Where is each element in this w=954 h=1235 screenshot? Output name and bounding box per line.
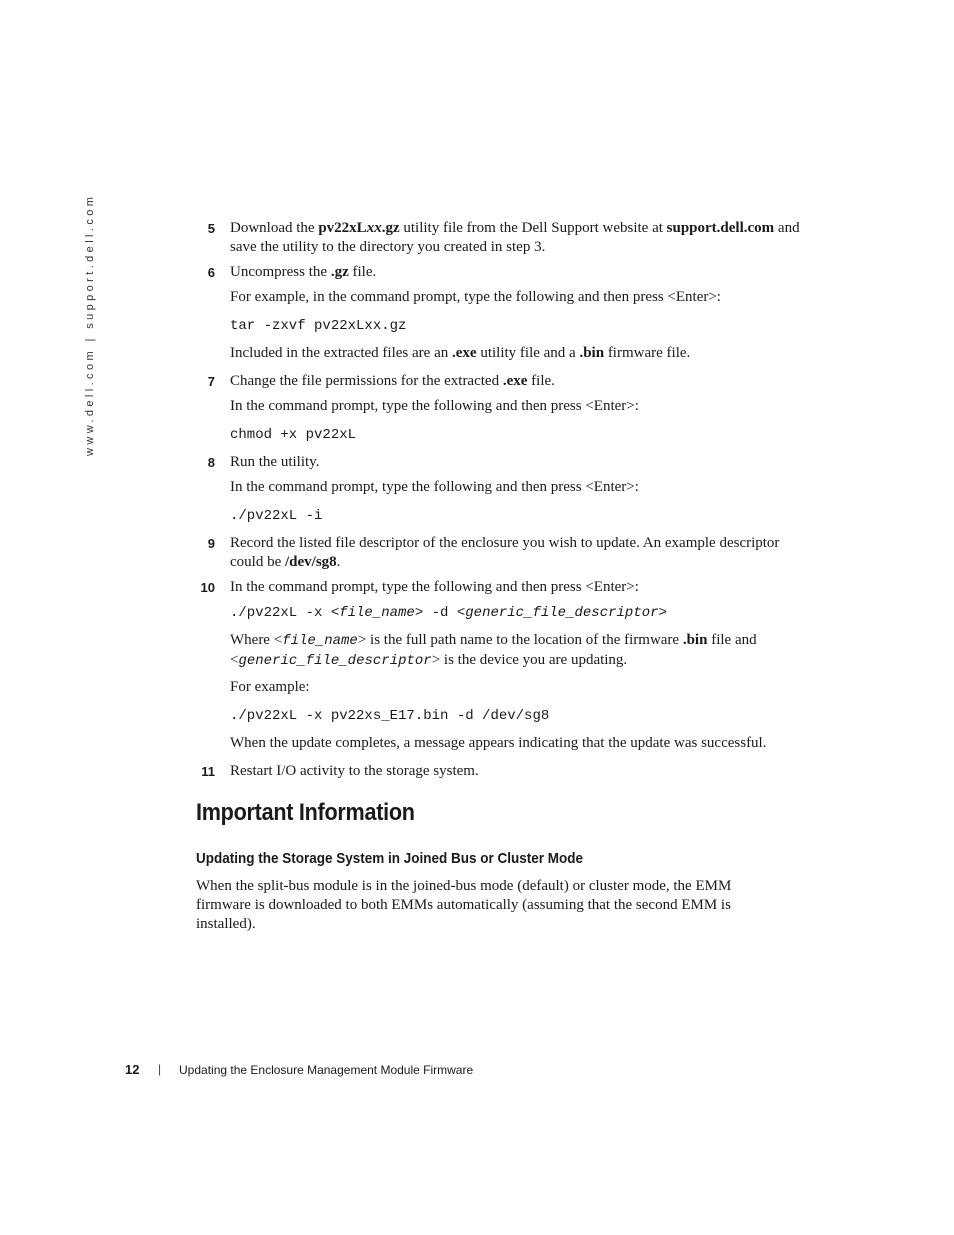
step-5 bbox=[196, 219, 816, 257]
step-text: Run the utility. bbox=[230, 454, 320, 470]
step-text: Record the listed file descriptor of the enclosure you wish to update. An example descriptor could be /dev/sg8. bbox=[230, 535, 780, 570]
step-11 bbox=[196, 762, 816, 781]
step-number: 6 bbox=[207, 265, 215, 280]
instruction-text: In the command prompt, type the following and then press <Enter>: bbox=[230, 479, 639, 495]
step-text: In the command prompt, type the following and then press <Enter>: bbox=[230, 579, 639, 595]
subsection-heading: Updating the Storage System in Joined Bus or Cluster Mode bbox=[196, 850, 584, 867]
chapter-title: Updating the Enclosure Management Module Firmware bbox=[179, 1063, 474, 1077]
step-number: 5 bbox=[207, 221, 215, 236]
footer-separator: | bbox=[158, 1062, 162, 1076]
step-text: Uncompress the .gz file. bbox=[230, 264, 377, 280]
step-number: 11 bbox=[201, 764, 215, 779]
step-text: Download the pv22xLxx.gz utility file from the Dell Support website at support.dell.com and save the utility to the directory you created in step 3. bbox=[230, 220, 800, 255]
completion-note: When the update completes, a message appears indicating that the update was successful. bbox=[230, 735, 767, 751]
instruction-text: In the command prompt, type the following and then press <Enter>: bbox=[230, 398, 639, 414]
step-6 bbox=[196, 263, 816, 282]
example-label: For example: bbox=[230, 679, 310, 695]
extracted-files-note: Included in the extracted files are an .exe utility file and a .bin firmware file. bbox=[230, 345, 691, 361]
page-number: 12 bbox=[125, 1062, 140, 1077]
code-line: tar -zxvf pv22xLxx.gz bbox=[230, 318, 407, 334]
step-10 bbox=[196, 578, 816, 597]
step-text: Change the file permissions for the extracted .exe file. bbox=[230, 373, 555, 389]
step-number: 10 bbox=[200, 580, 215, 595]
code-line: chmod +x pv22xL bbox=[230, 427, 357, 443]
section-heading: Important Information bbox=[196, 799, 415, 826]
step-number: 8 bbox=[207, 455, 215, 470]
section-body: When the split-bus module is in the joined-bus mode (default) or cluster mode, the EMM firmware is downloaded to both EMMs automatically (assuming that the second EMM is installed). bbox=[196, 878, 732, 932]
code-line: ./pv22xL -x <file_name> -d <generic_file_descriptor> bbox=[230, 605, 667, 621]
instruction-text: For example, in the command prompt, type the following and then press <Enter>: bbox=[230, 289, 721, 305]
code-line: ./pv22xL -x pv22xs_E17.bin -d /dev/sg8 bbox=[230, 708, 550, 724]
step-text: Restart I/O activity to the storage system. bbox=[230, 763, 479, 779]
where-explanation: Where <file_name> is the full path name to the location of the firmware .bin file and <generic_file_descriptor> is the device you are updating. bbox=[230, 632, 757, 669]
page-footer bbox=[125, 1062, 474, 1077]
step-number: 7 bbox=[207, 374, 215, 389]
step-8 bbox=[196, 453, 816, 472]
sidebar-url: www.dell.com | support.dell.com bbox=[84, 193, 96, 456]
step-number: 9 bbox=[207, 536, 215, 551]
step-7 bbox=[196, 372, 816, 391]
step-9 bbox=[196, 534, 816, 572]
code-line: ./pv22xL -i bbox=[230, 508, 323, 524]
